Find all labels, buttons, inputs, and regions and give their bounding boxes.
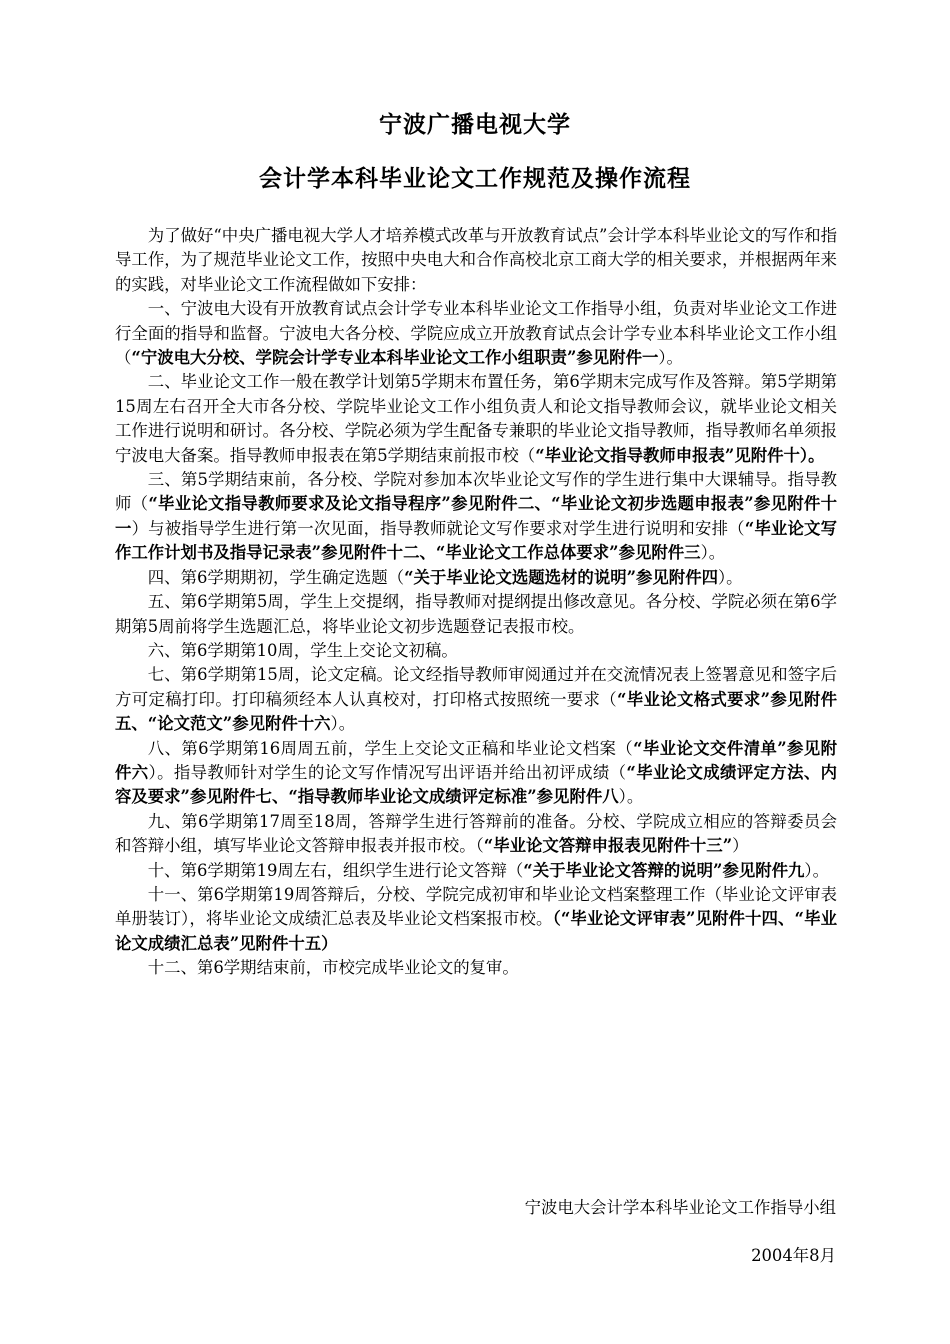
paragraph bbox=[115, 737, 837, 810]
text-run: ）。 bbox=[717, 567, 743, 587]
text-run: ）。指导教师针对学生的论文写作情况写出评语并给出初评成绩（ bbox=[148, 762, 627, 782]
document-title: 宁波广播电视大学 bbox=[379, 111, 571, 138]
text-run: ）。 bbox=[804, 860, 829, 880]
document-body bbox=[115, 224, 837, 981]
bold-text-run: “关于毕业论文选题选材的说明”参见附件四 bbox=[404, 567, 718, 587]
paragraph bbox=[115, 810, 837, 859]
text-run: 二、毕业论文工作一般在教学计划第5学期末布置任务，第6学期末完成写作及答辩。第5学期第15周左右召开全大市各分校、学院毕业论文工作小组负责人和论文指导教师会议，就毕业论文相关工作进行说明和研讨。各分校、学院必须为学生配备专兼职的毕业论文指导教师，指导教师名单须报宁波电大备案。指导教师申报表在第5学期结束前报市校（ bbox=[115, 372, 837, 465]
paragraph bbox=[115, 224, 837, 297]
text-run: ） bbox=[732, 836, 749, 856]
text-run: 五、第6学期第5周，学生上交提纲，指导教师对提纲提出修改意见。各分校、学院必须在第6学期第5周前将学生选题汇总，将毕业论文初步选题登记表报市校。 bbox=[115, 592, 837, 636]
document-subtitle: 会计学本科毕业论文工作规范及操作流程 bbox=[259, 165, 691, 192]
text-run: ）。 bbox=[330, 714, 356, 734]
bold-text-run: “毕业论文格式要求”参见附件五、“论文范文”参见附件十六 bbox=[115, 689, 837, 734]
text-run: 六、第6学期第10周，学生上交论文初稿。 bbox=[147, 640, 458, 660]
text-run: 八、第6学期第16周周五前，学生上交论文正稿和毕业论文档案（ bbox=[147, 738, 634, 758]
paragraph bbox=[115, 883, 837, 956]
text-run: 十二、第6学期结束前，市校完成毕业论文的复审。 bbox=[147, 958, 519, 978]
text-run: 九、第6学期第17周至18周，答辩学生进行答辩前的准备。分校、学院成立相应的答辩委员会和答辩小组，填写毕业论文答辩申报表并报市校。（ bbox=[115, 811, 837, 856]
paragraph bbox=[115, 663, 837, 736]
bold-text-run: “关于毕业论文答辩的说明”参见附件九 bbox=[523, 860, 805, 880]
paragraph bbox=[115, 859, 837, 883]
bold-text-run: “毕业论文交件清单”参见附件六 bbox=[115, 738, 837, 782]
paragraph bbox=[115, 370, 837, 468]
document-date: 2004年8月 bbox=[751, 1246, 836, 1265]
paragraph bbox=[115, 468, 837, 566]
paragraph bbox=[115, 639, 837, 663]
paragraph bbox=[115, 297, 837, 370]
signature: 宁波电大会计学本科毕业论文工作指导小组 bbox=[524, 1198, 836, 1217]
bold-text-run: “毕业论文答辩申报表见附件十三” bbox=[483, 836, 733, 856]
text-run: 四、第6学期期初，学生确定选题（ bbox=[147, 567, 405, 587]
bold-text-run: “毕业论文成绩评定方法、内容及要求”参见附件七、“指导教师毕业论文成绩评定标准”参见附件八 bbox=[115, 762, 837, 807]
text-run: ）。 bbox=[658, 348, 683, 368]
bold-text-run: “毕业论文指导教师申报表”见附件十）。 bbox=[535, 445, 825, 465]
text-run: ）与被指导学生进行第一次见面，指导教师就论文写作要求对学生进行说明和安排（ bbox=[131, 518, 745, 538]
text-run: 十、第6学期第19周左右，组织学生进行论文答辩（ bbox=[147, 860, 524, 880]
text-run: 三、第5学期结束前，各分校、学院对参加本次毕业论文写作的学生进行集中大课辅导。指导教师（ bbox=[115, 470, 837, 514]
bold-text-run: “宁波电大分校、学院会计学专业本科毕业论文工作小组职责”参见附件一 bbox=[131, 348, 659, 368]
paragraph bbox=[115, 956, 837, 980]
text-run: 为了做好“中央广播电视大学人才培养模式改革与开放教育试点”会计学本科毕业论文的写作和指导工作，为了规范毕业论文工作，按照中央电大和合作高校北京工商大学的相关要求，并根据两年来的实践，对毕业论文工作流程做如下安排： bbox=[115, 226, 837, 294]
bold-text-run: “毕业论文指导教师要求及论文指导程序”参见附件二、“毕业论文初步选题申报表”参见附件十一 bbox=[115, 494, 837, 538]
text-run: ）。 bbox=[618, 787, 644, 807]
text-run: 七、第6学期第15周，论文定稿。论文经指导教师审阅通过并在交流情况表上签署意见和签字后方可定稿打印。打印稿须经本人认真校对，打印格式按照统一要求（ bbox=[115, 665, 837, 709]
text-run: 十一、第6学期第19周答辩后，分校、学院完成初审和毕业论文档案整理工作（毕业论文评审表单册装订），将毕业论文成绩汇总表及毕业论文档案报市校。 bbox=[115, 884, 837, 929]
text-run: 一、宁波电大设有开放教育试点会计学专业本科毕业论文工作指导小组，负责对毕业论文工作进行全面的指导和监督。宁波电大各分校、学院应成立开放教育试点会计学专业本科毕业论文工作小组（ bbox=[115, 299, 837, 368]
bold-text-run: （“毕业论文评审表”见附件十四、“毕业论文成绩汇总表”见附件十五） bbox=[115, 909, 837, 953]
text-run: ）。 bbox=[700, 543, 726, 563]
paragraph bbox=[115, 566, 837, 590]
bold-text-run: “毕业论文写作工作计划书及指导记录表”参见附件十二、“毕业论文工作总体要求”参见附件三 bbox=[115, 518, 838, 563]
paragraph bbox=[115, 590, 837, 639]
